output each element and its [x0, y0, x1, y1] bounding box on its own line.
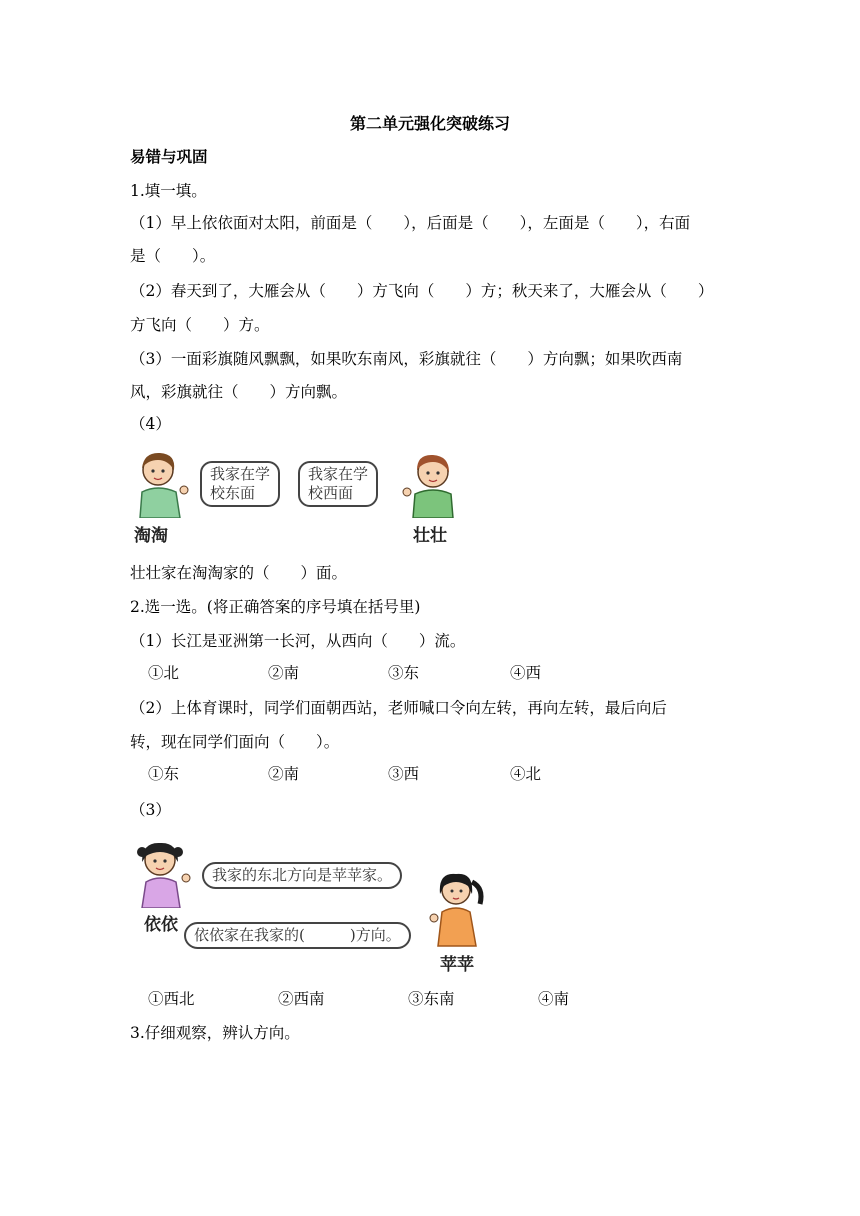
speech-bubble-zhuangzhuang — [298, 461, 378, 507]
q2-p2-option-3: ③西 — [388, 765, 420, 783]
boy-taotao-illustration — [128, 448, 198, 518]
q2-p1-option-1: ①北 — [148, 664, 180, 682]
name-pingping: 苹苹 — [440, 955, 474, 975]
q2-p1-option-4: ④西 — [510, 664, 542, 682]
q2-p2-option-4: ④北 — [510, 765, 542, 783]
speech-bubble-pingping — [184, 922, 411, 949]
bubble-taotao-line2: 校东面 — [210, 484, 256, 502]
q1-heading: 1.填一填。 — [130, 182, 207, 200]
q1-p4-question: 壮壮家在淘淘家的（ ）面。 — [130, 564, 348, 582]
name-yiyi: 依依 — [144, 915, 178, 935]
q2-p2-line1: （2）上体育课时，同学们面朝西站，老师喊口令向左转，再向左转，最后向后 — [130, 699, 667, 717]
q2-p1-option-3: ③东 — [388, 664, 420, 682]
q1-p4-label: （4） — [130, 415, 171, 433]
q2-p1: （1）长江是亚洲第一长河，从西向（ ）流。 — [130, 632, 466, 650]
q2-p3-label: （3） — [130, 801, 171, 819]
q2-p1-option-2: ②南 — [268, 664, 300, 682]
q1-p3-line1: （3）一面彩旗随风飘飘，如果吹东南风，彩旗就往（ ）方向飘；如果吹西南 — [130, 350, 683, 368]
bubble-yiyi-text: 我家的东北方向是苹苹家。 — [212, 866, 393, 884]
speech-bubble-taotao — [200, 461, 280, 507]
q2-p3-option-1: ①西北 — [148, 990, 195, 1008]
boy-zhuangzhuang-illustration — [395, 448, 465, 518]
name-taotao: 淘淘 — [134, 526, 168, 546]
q1-p1-line2: 是（ ）。 — [130, 247, 216, 265]
girl-yiyi-illustration — [130, 838, 200, 908]
q2-p2-option-2: ②南 — [268, 765, 300, 783]
q2-p3-option-2: ②西南 — [278, 990, 325, 1008]
q2-p3-option-4: ④南 — [538, 990, 570, 1008]
girl-pingping-illustration — [428, 868, 488, 948]
q2-heading: 2.选一选。(将正确答案的序号填在括号里) — [130, 598, 421, 616]
q2-p3-option-3: ③东南 — [408, 990, 455, 1008]
section-heading: 易错与巩固 — [130, 148, 208, 166]
q1-p2-line1: （2）春天到了，大雁会从（ ）方飞向（ ）方；秋天来了，大雁会从（ ） — [130, 282, 714, 300]
bubble-zhuangzhuang-line2: 校西面 — [308, 484, 354, 502]
bubble-taotao-line1: 我家在学 — [210, 465, 271, 483]
name-zhuangzhuang: 壮壮 — [413, 526, 447, 546]
bubble-pingping-text: 依依家在我家的( )方向。 — [194, 926, 401, 944]
q1-p2-line2: 方飞向（ ）方。 — [130, 316, 270, 334]
bubble-zhuangzhuang-line1: 我家在学 — [308, 465, 369, 483]
page-title: 第二单元强化突破练习 — [349, 114, 510, 133]
q3-heading: 3.仔细观察，辨认方向。 — [130, 1024, 300, 1042]
q1-p3-line2: 风，彩旗就往（ ）方向飘。 — [130, 383, 348, 401]
q2-p2-option-1: ①东 — [148, 765, 180, 783]
q2-p2-line2: 转，现在同学们面向（ ）。 — [130, 733, 340, 751]
speech-bubble-yiyi — [202, 862, 402, 889]
q1-p1-line1: （1）早上依依面对太阳，前面是（ ），后面是（ ），左面是（ ），右面 — [130, 214, 691, 232]
